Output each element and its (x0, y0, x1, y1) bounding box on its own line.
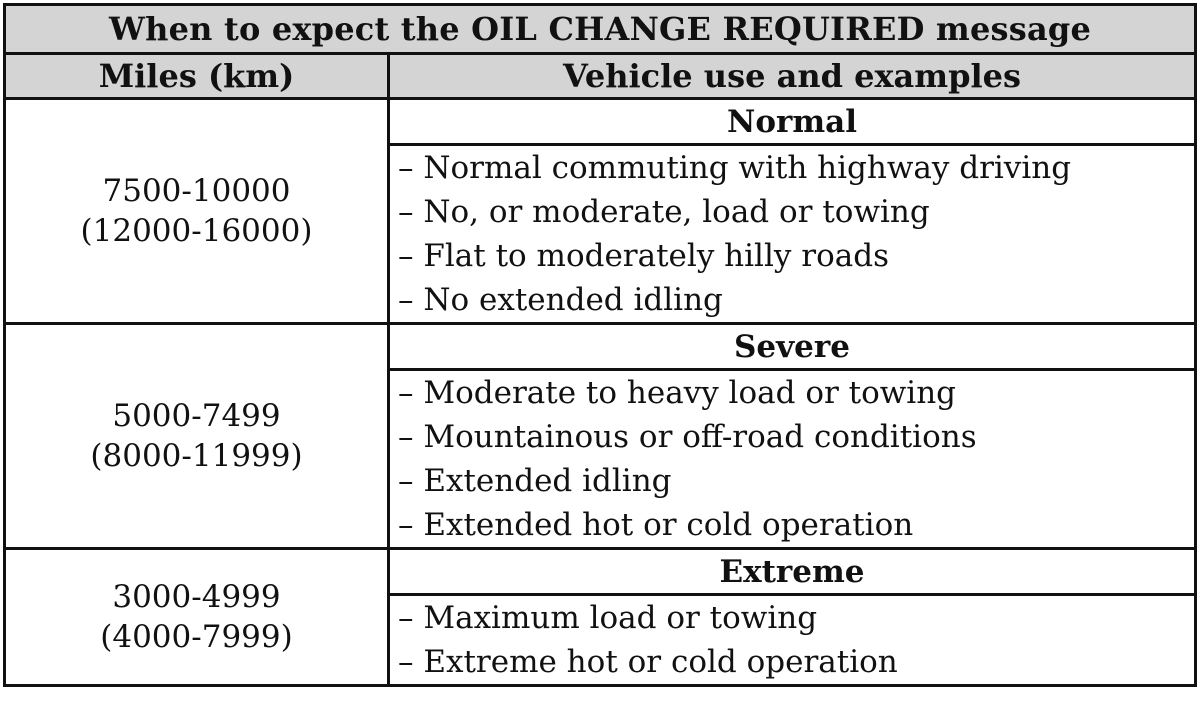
examples-cell (389, 145, 1196, 324)
miles-cell (5, 324, 389, 549)
header-row (5, 54, 1196, 99)
km-range: (8000-11999) (90, 438, 303, 474)
miles-range: 5000-7499 (112, 398, 281, 434)
examples-cell (389, 370, 1196, 549)
example-item: – Mountainous or off-road conditions (398, 419, 977, 455)
miles-range: 7500-10000 (102, 173, 291, 209)
km-range: (12000-16000) (80, 213, 313, 249)
header-miles: Miles (km) (5, 54, 389, 99)
category-label: Severe (389, 324, 1196, 370)
miles-cell (5, 549, 389, 686)
example-item: – Moderate to heavy load or towing (398, 375, 957, 411)
miles-range: 3000-4999 (112, 579, 281, 615)
example-item: – No extended idling (398, 282, 723, 318)
example-item: – Flat to moderately hilly roads (398, 238, 889, 274)
example-item: – Extended hot or cold operation (398, 507, 914, 543)
header-vehicle-use: Vehicle use and examples (389, 54, 1196, 99)
category-label: Extreme (389, 549, 1196, 595)
category-label: Normal (389, 99, 1196, 145)
table-title: When to expect the OIL CHANGE REQUIRED message (5, 5, 1196, 54)
oil-change-table-container (3, 3, 1194, 700)
table-row (5, 99, 1196, 145)
km-range: (4000-7999) (100, 619, 293, 655)
example-item: – Normal commuting with highway driving (398, 150, 1072, 186)
example-item: – Extended idling (398, 463, 672, 499)
title-row (5, 5, 1196, 54)
miles-cell (5, 99, 389, 324)
example-item: – Extreme hot or cold operation (398, 644, 898, 680)
examples-cell (389, 595, 1196, 686)
table-row (5, 324, 1196, 370)
example-item: – No, or moderate, load or towing (398, 194, 930, 230)
example-item: – Maximum load or towing (398, 600, 818, 636)
table-row (5, 549, 1196, 595)
oil-change-table (3, 3, 1197, 687)
